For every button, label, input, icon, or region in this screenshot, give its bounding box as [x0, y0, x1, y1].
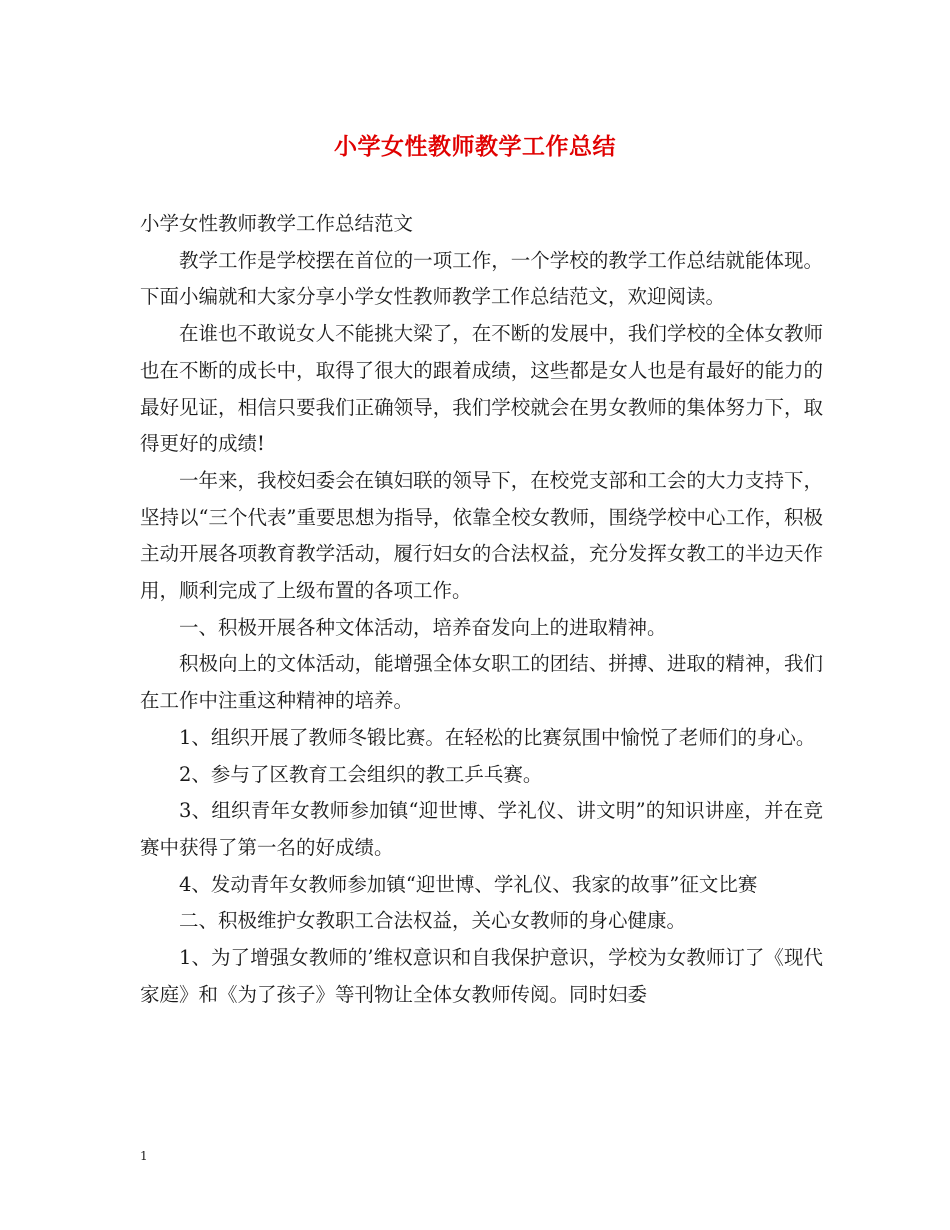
page-number: 1: [140, 1149, 148, 1163]
body-paragraph: 教学工作是学校摆在首位的一项工作，一个学校的教学工作总结就能体现。下面小编就和大家分享小学女性教师教学工作总结范文，欢迎阅读。: [140, 248, 823, 309]
body-paragraph: 积极向上的文体活动，能增强全体女职工的团结、拼搏、进取的精神，我们在工作中注重这种精神的培养。: [140, 652, 823, 713]
list-item: 3、组织青年女教师参加镇“迎世博、学礼仪、讲文明”的知识讲座，并在竞赛中获得了第一名的好成绩。: [140, 799, 823, 859]
document-title: 小学女性教师教学工作总结: [334, 133, 616, 160]
list-item: 1、为了增强女教师的’维权意识和自我保护意识，学校为女教师订了《现代家庭》和《为了孩子》等刊物让全体女教师传阅。同时妇委: [140, 946, 823, 1006]
section-heading: 一、积极开展各种文体活动，培养奋发向上的进取精神。: [179, 615, 667, 639]
document-body: [140, 206, 823, 1013]
list-item: 2、参与了区教育工会组织的教工乒乓赛。: [179, 762, 543, 786]
body-paragraph: 在谁也不敢说女人不能挑大梁了，在不断的发展中，我们学校的全体女教师也在不断的成长中，取得了很大的跟着成绩，这些都是女人也是有最好的能力的最好见证，相信只要我们正确领导，我们学校就会在男女教师的集体努力下，取得更好的成绩!: [140, 322, 823, 456]
list-item: 4、发动青年女教师参加镇“迎世博、学礼仪、我家的故事”征文比赛: [179, 872, 758, 896]
section-heading: 二、积极维护女教职工合法权益，关心女教师的身心健康。: [179, 909, 687, 933]
subtitle-paragraph: 小学女性教师教学工作总结范文: [140, 212, 414, 235]
body-paragraph: 一年来，我校妇委会在镇妇联的领导下，在校党支部和工会的大力支持下，坚持以“三个代表”重要思想为指导，依靠全校女教师，围绕学校中心工作，积极主动开展各项教育教学活动，履行妇女的合法权益，充分发挥女教工的半边天作用，顺利完成了上级布置的各项工作。: [140, 468, 823, 603]
list-item: 1、组织开展了教师冬锻比赛。在轻松的比赛氛围中愉悦了老师们的身心。: [179, 725, 816, 749]
